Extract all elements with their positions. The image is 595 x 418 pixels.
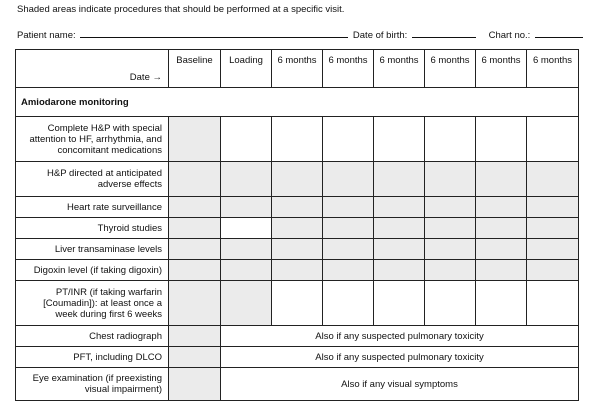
patient-name-label: Patient name: bbox=[17, 30, 76, 41]
column-header: Loading bbox=[221, 50, 272, 88]
shaded-visit-cell[interactable] bbox=[476, 218, 527, 239]
empty-visit-cell[interactable] bbox=[221, 117, 272, 162]
shaded-visit-cell[interactable] bbox=[272, 260, 323, 281]
shaded-visit-cell[interactable] bbox=[374, 260, 425, 281]
row-note: Also if any visual symptoms bbox=[221, 368, 579, 401]
date-of-birth-label: Date of birth: bbox=[352, 30, 408, 41]
row-label: Eye examination (if preexisting visual impairment) bbox=[16, 368, 169, 401]
section-row bbox=[16, 88, 579, 117]
shaded-visit-cell[interactable] bbox=[527, 162, 579, 197]
row-note: Also if any suspected pulmonary toxicity bbox=[221, 347, 579, 368]
column-header: Baseline bbox=[169, 50, 221, 88]
shaded-visit-cell[interactable] bbox=[272, 218, 323, 239]
table-row bbox=[16, 218, 579, 239]
empty-visit-cell[interactable] bbox=[476, 117, 527, 162]
shaded-visit-cell[interactable] bbox=[169, 260, 221, 281]
shaded-visit-cell[interactable] bbox=[425, 218, 476, 239]
chart-number-field[interactable] bbox=[535, 28, 583, 38]
empty-visit-cell[interactable] bbox=[323, 281, 374, 326]
row-label: Digoxin level (if taking digoxin) bbox=[16, 260, 169, 281]
shaded-visit-cell[interactable] bbox=[169, 326, 221, 347]
patient-info-line bbox=[17, 28, 583, 42]
table-row bbox=[16, 239, 579, 260]
shaded-visit-cell[interactable] bbox=[169, 117, 221, 162]
table-row bbox=[16, 197, 579, 218]
row-label: Complete H&P with special attention to HF, arrhythmia, and concomitant medications bbox=[16, 117, 169, 162]
shaded-visit-cell[interactable] bbox=[323, 162, 374, 197]
row-note: Also if any suspected pulmonary toxicity bbox=[221, 326, 579, 347]
shaded-visit-cell[interactable] bbox=[221, 162, 272, 197]
shaded-visit-cell[interactable] bbox=[323, 239, 374, 260]
monitoring-table bbox=[15, 49, 579, 401]
table-row bbox=[16, 281, 579, 326]
table-row bbox=[16, 347, 579, 368]
shaded-visit-cell[interactable] bbox=[221, 281, 272, 326]
table-row bbox=[16, 117, 579, 162]
empty-visit-cell[interactable] bbox=[323, 117, 374, 162]
shaded-visit-cell[interactable] bbox=[323, 260, 374, 281]
row-label: Liver transaminase levels bbox=[16, 239, 169, 260]
shaded-visit-cell[interactable] bbox=[169, 218, 221, 239]
empty-visit-cell[interactable] bbox=[272, 281, 323, 326]
shaded-visit-cell[interactable] bbox=[169, 162, 221, 197]
empty-visit-cell[interactable] bbox=[476, 281, 527, 326]
empty-visit-cell[interactable] bbox=[527, 117, 579, 162]
shaded-visit-cell[interactable] bbox=[476, 260, 527, 281]
empty-visit-cell[interactable] bbox=[425, 117, 476, 162]
shaded-visit-cell[interactable] bbox=[272, 197, 323, 218]
shaded-visit-cell[interactable] bbox=[169, 368, 221, 401]
column-header: 6 months bbox=[527, 50, 579, 88]
shaded-visit-cell[interactable] bbox=[527, 197, 579, 218]
shaded-visit-cell[interactable] bbox=[169, 197, 221, 218]
shaded-visit-cell[interactable] bbox=[425, 197, 476, 218]
shaded-visit-cell[interactable] bbox=[272, 239, 323, 260]
shaded-visit-cell[interactable] bbox=[323, 197, 374, 218]
shaded-visit-cell[interactable] bbox=[425, 260, 476, 281]
row-label: H&P directed at anticipated adverse effects bbox=[16, 162, 169, 197]
shaded-visit-cell[interactable] bbox=[323, 218, 374, 239]
row-label: Thyroid studies bbox=[16, 218, 169, 239]
shaded-visit-cell[interactable] bbox=[476, 162, 527, 197]
shaded-visit-cell[interactable] bbox=[169, 347, 221, 368]
row-label: Heart rate surveillance bbox=[16, 197, 169, 218]
shaded-visit-cell[interactable] bbox=[221, 239, 272, 260]
table-row bbox=[16, 326, 579, 347]
table-row bbox=[16, 368, 579, 401]
shaded-visit-cell[interactable] bbox=[476, 197, 527, 218]
empty-visit-cell[interactable] bbox=[374, 281, 425, 326]
shaded-visit-cell[interactable] bbox=[374, 239, 425, 260]
table-row bbox=[16, 260, 579, 281]
shaded-visit-cell[interactable] bbox=[221, 260, 272, 281]
empty-visit-cell[interactable] bbox=[272, 117, 323, 162]
row-label: Chest radiograph bbox=[16, 326, 169, 347]
shaded-visit-cell[interactable] bbox=[425, 162, 476, 197]
shaded-visit-cell[interactable] bbox=[221, 197, 272, 218]
table-row bbox=[16, 162, 579, 197]
column-header: 6 months bbox=[476, 50, 527, 88]
shaded-visit-cell[interactable] bbox=[374, 218, 425, 239]
shaded-visit-cell[interactable] bbox=[374, 162, 425, 197]
shaded-visit-cell[interactable] bbox=[527, 218, 579, 239]
date-of-birth-field[interactable] bbox=[412, 28, 476, 38]
empty-visit-cell[interactable] bbox=[221, 218, 272, 239]
section-title: Amiodarone monitoring bbox=[16, 88, 579, 117]
shaded-visit-cell[interactable] bbox=[527, 239, 579, 260]
instructions-text: Shaded areas indicate procedures that should be performed at a specific visit. bbox=[17, 4, 345, 15]
shaded-visit-cell[interactable] bbox=[374, 197, 425, 218]
row-label: PFT, including DLCO bbox=[16, 347, 169, 368]
chart-number-label: Chart no.: bbox=[488, 30, 531, 41]
column-header: 6 months bbox=[272, 50, 323, 88]
empty-visit-cell[interactable] bbox=[374, 117, 425, 162]
shaded-visit-cell[interactable] bbox=[425, 239, 476, 260]
column-header: 6 months bbox=[323, 50, 374, 88]
shaded-visit-cell[interactable] bbox=[527, 260, 579, 281]
shaded-visit-cell[interactable] bbox=[169, 281, 221, 326]
date-header-cell: Date → bbox=[16, 50, 169, 88]
shaded-visit-cell[interactable] bbox=[272, 162, 323, 197]
shaded-visit-cell[interactable] bbox=[476, 239, 527, 260]
empty-visit-cell[interactable] bbox=[425, 281, 476, 326]
row-label: PT/INR (if taking warfarin [Coumadin]): at least once a week during first 6 weeks bbox=[16, 281, 169, 326]
patient-name-field[interactable] bbox=[80, 28, 348, 38]
empty-visit-cell[interactable] bbox=[527, 281, 579, 326]
column-header: 6 months bbox=[374, 50, 425, 88]
shaded-visit-cell[interactable] bbox=[169, 239, 221, 260]
column-header: 6 months bbox=[425, 50, 476, 88]
header-row bbox=[16, 50, 579, 88]
